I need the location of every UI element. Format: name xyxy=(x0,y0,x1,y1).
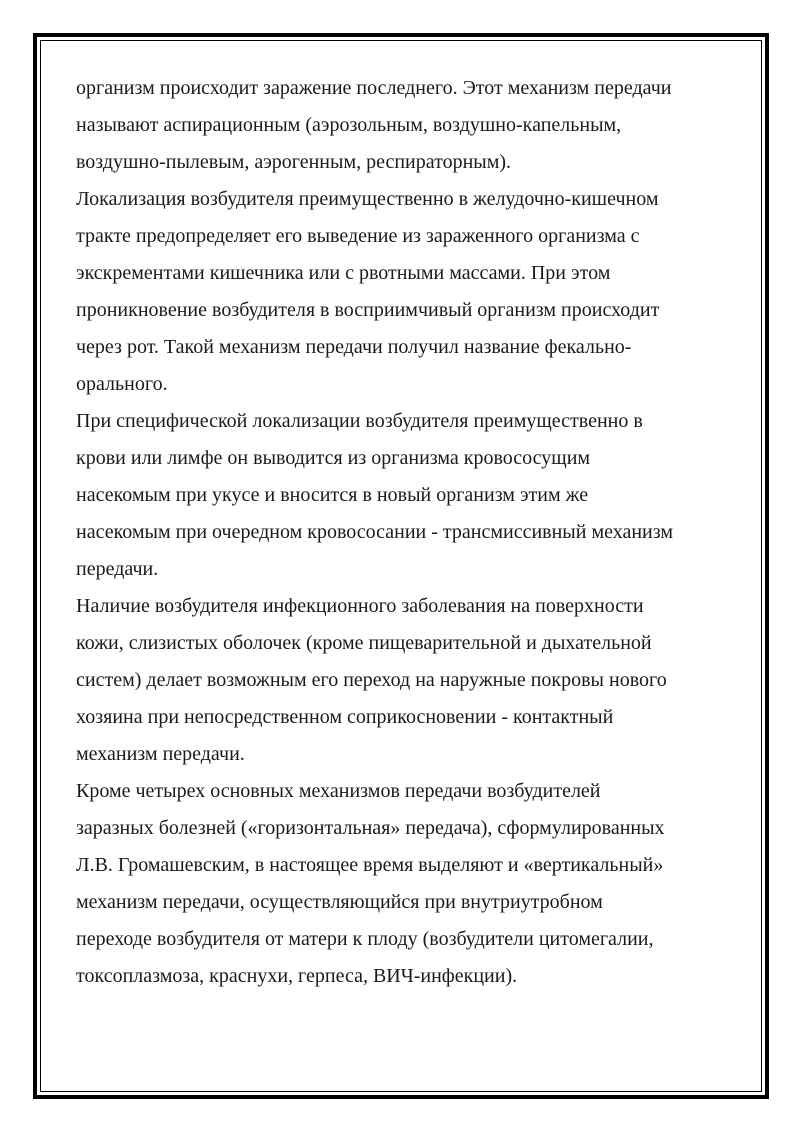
text-line: механизм передачи. xyxy=(76,743,245,765)
text-line: хозяина при непосредственном соприкосновении - контактный xyxy=(76,706,614,728)
text-line: насекомым при укусе и вносится в новый организм этим же xyxy=(76,484,589,506)
text-line: При специфической локализации возбудителя преимущественно в xyxy=(76,410,643,432)
text-line: Локализация возбудителя преимущественно в желудочно-кишечном xyxy=(76,188,659,210)
text-line: проникновение возбудителя в восприимчивый организм происходит xyxy=(76,299,660,321)
text-line: называют аспирационным (аэрозольным, воздушно-капельным, xyxy=(76,114,622,136)
text-line: Кроме четырех основных механизмов передачи возбудителей xyxy=(76,780,601,802)
text-line: через рот. Такой механизм передачи получил название фекально- xyxy=(76,336,632,358)
text-line: экскрементами кишечника или с рвотными массами. При этом xyxy=(76,262,611,284)
text-line: механизм передачи, осуществляющийся при внутриутробном xyxy=(76,891,603,913)
text-line: переходе возбудителя от матери к плоду (возбудители цитомегалии, xyxy=(76,928,654,950)
text-line: Л.В. Громашевским, в настоящее время выделяют и «вертикальный» xyxy=(76,854,664,876)
text-line: токсоплазмоза, краснухи, герпеса, ВИЧ-инфекции). xyxy=(76,965,518,987)
text-line: систем) делает возможным его переход на наружные покровы нового xyxy=(76,669,667,691)
text-line: организм происходит заражение последнего. Этот механизм передачи xyxy=(76,77,672,99)
text-line: крови или лимфе он выводится из организма кровососущим xyxy=(76,447,591,469)
text-line: тракте предопределяет его выведение из зараженного организма с xyxy=(76,225,640,247)
text-line: воздушно-пылевым, аэрогенным, респираторным). xyxy=(76,151,512,173)
text-line: передачи. xyxy=(76,558,159,580)
text-line: насекомым при очередном кровососании - трансмиссивный механизм xyxy=(76,521,674,543)
text-line: орального. xyxy=(76,373,168,395)
document-body xyxy=(76,70,736,995)
text-line: заразных болезней («горизонтальная» передача), сформулированных xyxy=(76,817,665,839)
text-line: кожи, слизистых оболочек (кроме пищеварительной и дыхательной xyxy=(76,632,652,654)
text-line: Наличие возбудителя инфекционного заболевания на поверхности xyxy=(76,595,644,617)
